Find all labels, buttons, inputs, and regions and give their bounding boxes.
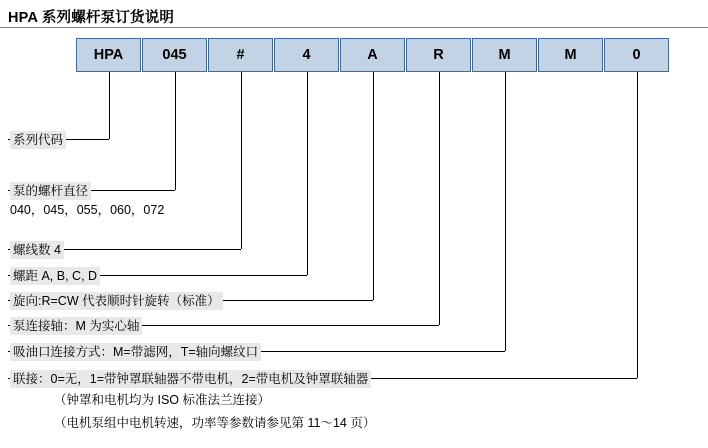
- legend-note-flange: （钟罩和电机均为 ISO 标准法兰连接）: [54, 393, 270, 407]
- code-cell-diameter[interactable]: 045: [142, 38, 207, 72]
- legend-label-pitch: 螺距 A, B, C, D: [10, 267, 100, 285]
- code-cell-inlet[interactable]: M: [538, 38, 603, 72]
- code-cell-series[interactable]: HPA: [76, 38, 141, 72]
- leader-line-shaft-vertical: [439, 72, 440, 325]
- leader-line-series-vertical: [109, 72, 110, 139]
- code-cell-four[interactable]: 4: [274, 38, 339, 72]
- code-cell-coupling[interactable]: 0: [604, 38, 669, 72]
- code-cell-rotation[interactable]: R: [406, 38, 471, 72]
- page-title: HPA 系列螺杆泵订货说明: [8, 10, 175, 26]
- leader-line-pitch-vertical: [307, 72, 308, 275]
- legend-note-motor-params: （电机泵组中电机转速，功率等参数请参见第 11～14 页）: [54, 416, 376, 430]
- legend-note-diameter-values: 040，045，055，060，072: [10, 203, 165, 217]
- leader-line-inlet-vertical: [505, 72, 506, 351]
- leader-line-threadcount-vertical: [241, 72, 242, 249]
- title-divider: [0, 27, 708, 28]
- leader-line-diameter-vertical: [175, 72, 176, 190]
- code-cell-shaft[interactable]: M: [472, 38, 537, 72]
- leader-line-coupling-vertical: [637, 72, 638, 378]
- legend-label-coupling: 联接：0=无，1=带钟罩联轴器不带电机，2=带电机及钟罩联轴器: [10, 370, 371, 388]
- legend-label-threadcount: 螺线数 4: [10, 241, 64, 259]
- leader-line-rotation-vertical: [373, 72, 374, 300]
- legend-label-shaft: 泵连接轴：M 为实心轴: [10, 317, 142, 335]
- code-cell-threadcount[interactable]: #: [208, 38, 273, 72]
- order-code-row: [76, 38, 670, 72]
- code-cell-pitch[interactable]: A: [340, 38, 405, 72]
- legend-label-inlet: 吸油口连接方式：M=带滤网，T=轴向螺纹口: [10, 343, 261, 361]
- legend-label-diameter: 泵的螺杆直径: [10, 182, 91, 200]
- legend-label-rotation: 旋向:R=CW 代表顺时针旋转（标准）: [10, 292, 223, 310]
- legend-label-series: 系列代码: [10, 131, 66, 149]
